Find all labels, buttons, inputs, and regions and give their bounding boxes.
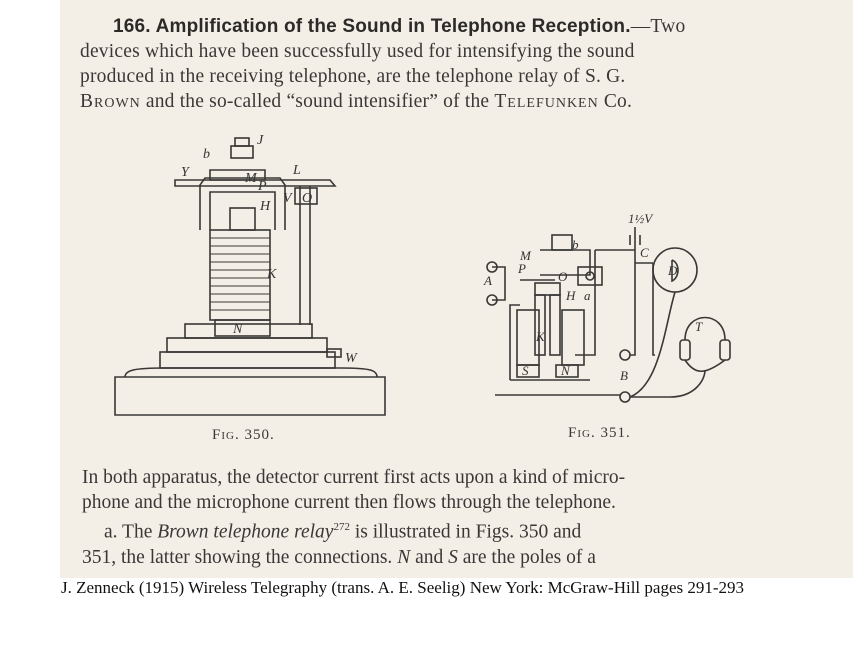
base-step-1 — [160, 352, 335, 368]
svg-text:D: D — [668, 263, 678, 278]
svg-text:S: S — [522, 363, 529, 378]
svg-text:K: K — [536, 329, 545, 344]
intro-line-1-rest: —Two — [630, 16, 686, 37]
body-paragraph — [82, 465, 625, 570]
intro-line-4-end: Co. — [603, 91, 633, 112]
pole-block-n — [215, 320, 270, 336]
body-line-1: In both apparatus, the detector current first acts upon a kind of micro- — [82, 467, 626, 488]
base-plate — [115, 377, 385, 415]
svg-text:N: N — [561, 363, 570, 378]
intro-line-2: devices which have been successfully used for intensifying the sound — [80, 41, 635, 62]
svg-text:H: H — [566, 288, 576, 303]
telephone-headset-t — [685, 318, 725, 341]
intro-line-1 — [80, 14, 685, 39]
section-heading — [113, 16, 631, 37]
svg-text:O: O — [302, 191, 313, 206]
body-line-4-rest: are the poles of a — [462, 546, 596, 568]
svg-text:K: K — [267, 267, 277, 282]
intro-paragraph — [80, 14, 685, 114]
footnote-ref: 272 — [333, 521, 350, 533]
svg-text:P: P — [258, 179, 267, 194]
base-step-2 — [167, 338, 327, 352]
body-line-3-rest: is illustrated in Figs. 350 and — [354, 521, 582, 543]
section-title: Amplification of the Sound in Telephone Reception. — [155, 16, 631, 37]
body-line-4 — [82, 545, 625, 570]
svg-text:b: b — [203, 147, 210, 162]
svg-text:b: b — [572, 237, 579, 252]
body-line-4-and: and — [415, 546, 444, 568]
svg-text:T: T — [695, 319, 703, 334]
svg-text:P: P — [518, 261, 526, 276]
figure-351-caption: Fig. 351. — [568, 425, 631, 441]
figure-350-illustration — [105, 130, 405, 425]
svg-text:H: H — [260, 199, 271, 214]
svg-text:O: O — [558, 269, 568, 284]
name-telefunken: Telefunken — [494, 91, 599, 112]
svg-text:V: V — [283, 191, 292, 206]
terminal-b — [620, 350, 630, 360]
brown-telephone-relay-term: Brown telephone relay — [157, 521, 334, 543]
figure-350-caption: Fig. 350. — [212, 427, 275, 443]
body-line-4-start: 351, the latter showing the connections. — [82, 546, 393, 568]
adjusting-screw-j — [231, 146, 253, 158]
body-line-3 — [82, 515, 625, 545]
svg-text:A: A — [484, 273, 492, 288]
svg-text:L: L — [293, 163, 301, 178]
svg-text:1½V: 1½V — [628, 211, 653, 226]
body-line-2: phone and the microphone current then flows through the telephone. — [82, 492, 616, 513]
svg-text:B: B — [620, 368, 628, 383]
pole-s-symbol: S — [448, 546, 458, 568]
svg-text:Y: Y — [181, 165, 189, 180]
intro-line-3: produced in the receiving telephone, are the telephone relay of S. G. — [80, 66, 626, 87]
coil — [210, 230, 270, 320]
svg-text:a: a — [584, 288, 591, 303]
svg-text:M: M — [245, 171, 257, 186]
figure-351-illustration — [480, 205, 740, 420]
svg-text:C: C — [640, 245, 649, 260]
name-brown: Brown — [80, 91, 141, 112]
section-number: 166. — [113, 16, 151, 37]
pole-n-symbol: N — [397, 546, 411, 568]
body-line-3-start: a. The — [104, 521, 153, 543]
intro-line-4 — [80, 89, 685, 114]
citation: J. Zenneck (1915) Wireless Telegraphy (trans. A. E. Seelig) New York: McGraw-Hill pages 291-293 — [61, 578, 745, 597]
terminal-w — [327, 349, 341, 357]
svg-text:W: W — [345, 351, 357, 366]
intro-line-4-mid: and the so-called “sound intensifier” of the — [145, 91, 490, 112]
svg-text:J: J — [257, 133, 264, 148]
svg-text:M: M — [520, 248, 531, 263]
svg-text:N: N — [233, 322, 243, 337]
